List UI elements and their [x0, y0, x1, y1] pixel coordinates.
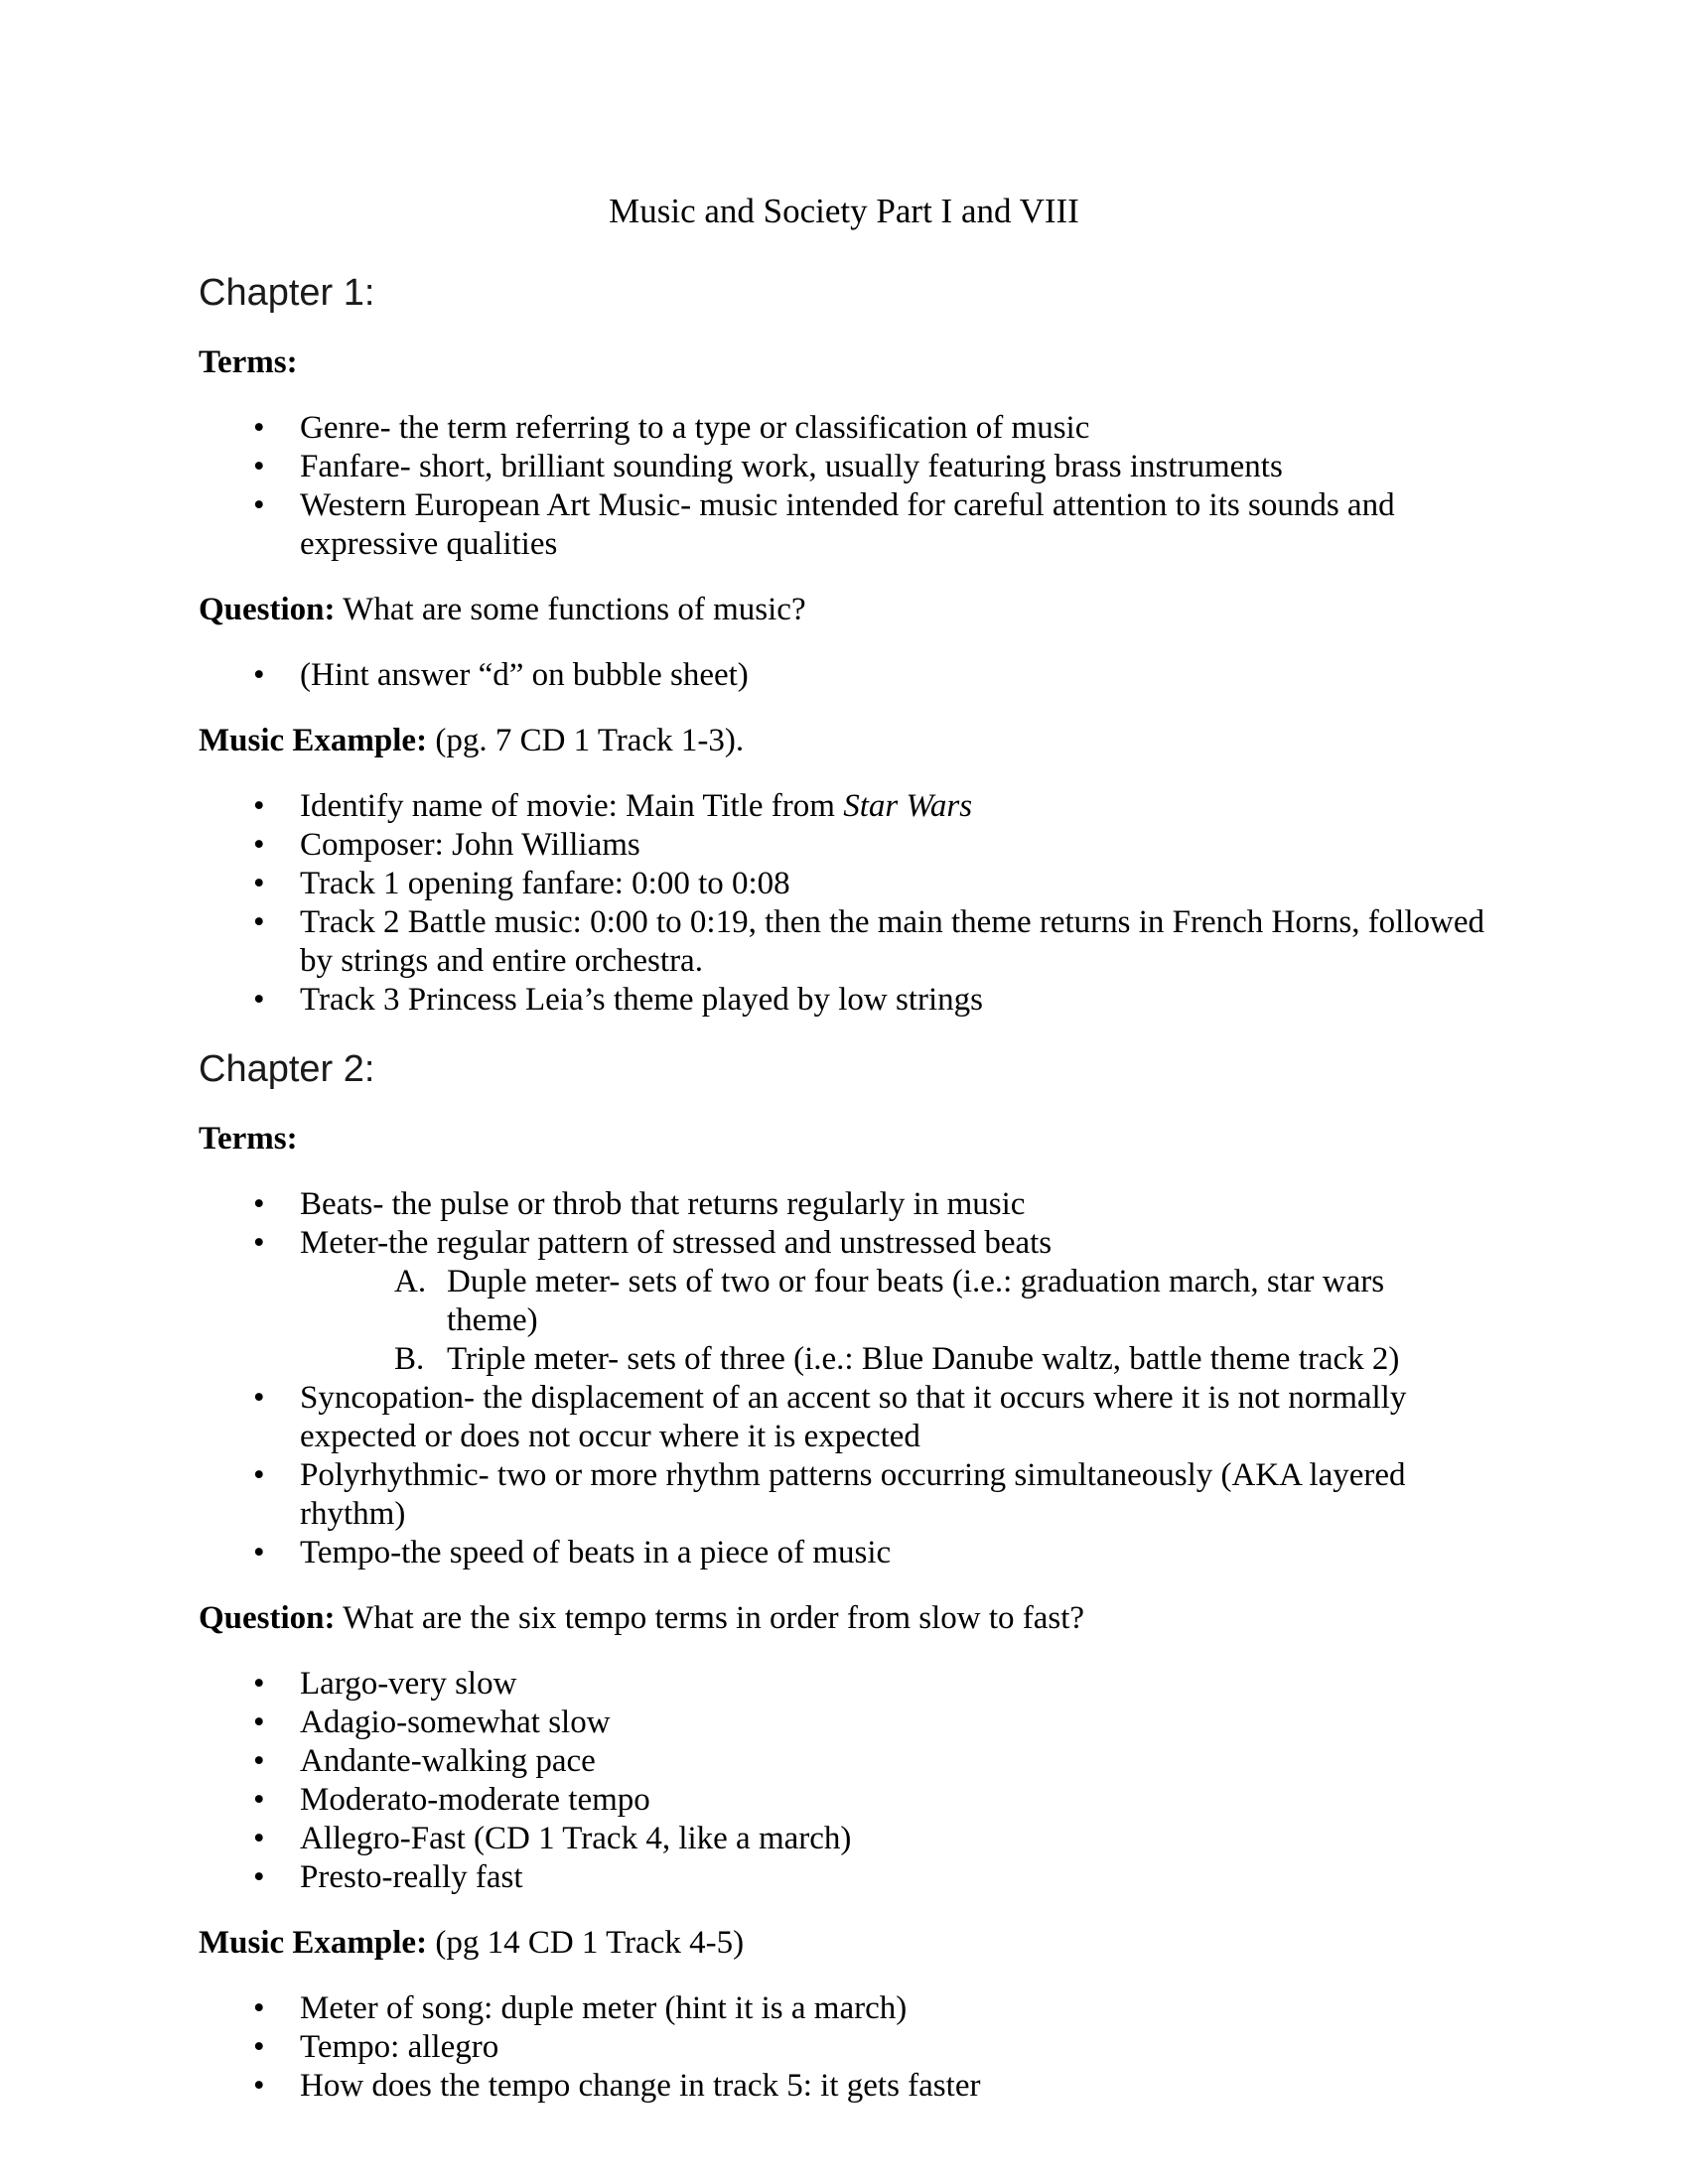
term-beats: Beats- the pulse or throb that returns regularly in music: [300, 1186, 1026, 1222]
term-genre: Genre- the term referring to a type or classification of music: [300, 410, 1090, 446]
bullet-item: [199, 1185, 1489, 1224]
bullet-item: [199, 787, 1489, 826]
chapter-1-music-list: [199, 787, 1493, 1020]
track-1-text: Track 1 opening fanfare: 0:00 to 0:08: [300, 866, 790, 901]
bullet-item: [199, 865, 1489, 903]
bullet-item: [199, 1742, 1489, 1781]
sub-list-item: [199, 1340, 1489, 1379]
chapter-1-terms-heading: [199, 343, 1489, 382]
tempo-moderato: Moderato-moderate tempo: [300, 1782, 650, 1818]
bullet-item: [199, 1224, 1489, 1263]
document-title: Music and Society Part I and VIII: [609, 192, 1079, 230]
sub-item-marker: B.: [394, 1341, 425, 1377]
chapter-1-question-hint-list: [199, 656, 1489, 695]
track-2-text: Track 2 Battle music: 0:00 to 0:19, then the main theme returns in French Horns, followed by strings and entire orchestra.: [300, 904, 1493, 979]
sub-item-marker: A.: [394, 1264, 427, 1299]
bullet-item: [199, 448, 1489, 486]
bullet-item: [199, 486, 1489, 564]
chapter-1-music-example: [199, 722, 1489, 760]
question-text: What are the six tempo terms in order from slow to fast?: [343, 1600, 1085, 1636]
bullet-item: [199, 1379, 1489, 1456]
terms-label: Terms:: [199, 344, 298, 380]
bullet-item: [199, 2028, 1489, 2067]
question-text: What are some functions of music?: [343, 592, 806, 627]
term-duple-meter: Duple meter- sets of two or four beats (i.e.: graduation march, star wars theme): [447, 1264, 1401, 1338]
chapter-2-question: [199, 1599, 1489, 1638]
term-syncopation: Syncopation- the displacement of an accent so that it occurs where it is not normally expected or does not occur where it is expected: [300, 1380, 1415, 1454]
bullet-item: [199, 1989, 1489, 2028]
bullet-item: [199, 903, 1493, 981]
term-tempo: Tempo-the speed of beats in a piece of music: [300, 1535, 892, 1570]
bullet-item: [199, 1820, 1489, 1858]
track-3-text: Track 3 Princess Leia’s theme played by low strings: [300, 982, 984, 1018]
music-example-label: Music Example:: [199, 723, 428, 758]
chapter-2-music-example: [199, 1924, 1489, 1963]
bullet-item: [199, 981, 1489, 1020]
tempo-presto: Presto-really fast: [300, 1859, 523, 1895]
term-meter: Meter-the regular pattern of stressed and unstressed beats: [300, 1225, 1053, 1261]
chapter-2-music-list: [199, 1989, 1489, 2106]
tempo-largo: Largo-very slow: [300, 1666, 517, 1702]
music-example-text: (pg. 7 CD 1 Track 1-3).: [435, 723, 745, 758]
bullet-item: [199, 409, 1489, 448]
term-polyrhythmic: Polyrhythmic- two or more rhythm patterns occurring simultaneously (AKA layered rhythm): [300, 1457, 1414, 1532]
movie-title-italic: Star Wars: [843, 788, 973, 824]
chapter-1-terms-list: [199, 409, 1489, 564]
music-example-text: (pg 14 CD 1 Track 4-5): [435, 1925, 745, 1961]
bullet-item: [199, 1534, 1489, 1572]
bullet-item: [199, 1858, 1489, 1897]
composer-text: Composer: John Williams: [300, 827, 640, 863]
term-western-european-art-music: Western European Art Music- music intended for careful attention to its sounds and expressive qualities: [300, 487, 1403, 562]
tempo-terms-list: [199, 1665, 1489, 1897]
term-fanfare: Fanfare- short, brilliant sounding work, usually featuring brass instruments: [300, 449, 1283, 484]
term-triple-meter: Triple meter- sets of three (i.e.: Blue Danube waltz, battle theme track 2): [447, 1341, 1400, 1377]
chapter-2-heading: Chapter 2:: [199, 1048, 375, 1090]
chapter-1-question: [199, 591, 1489, 629]
question-label: Question:: [199, 592, 336, 627]
bullet-item: [199, 1665, 1489, 1704]
bullet-item: [199, 656, 1489, 695]
chapter-2-terms-list: [199, 1185, 1489, 1572]
bullet-item: [199, 1456, 1489, 1534]
tempo-change-text: How does the tempo change in track 5: it gets faster: [300, 2068, 981, 2104]
question-label: Question:: [199, 1600, 336, 1636]
tempo-andante: Andante-walking pace: [300, 1743, 596, 1779]
bullet-item: [199, 826, 1489, 865]
meter-of-song-text: Meter of song: duple meter (hint it is a march): [300, 1990, 908, 2026]
chapter-2-section: [199, 1046, 1489, 2106]
music-example-label: Music Example:: [199, 1925, 428, 1961]
movie-title-text: Identify name of movie: Main Title from: [300, 788, 844, 824]
chapter-1-section: [199, 270, 1493, 1020]
bullet-item: [199, 1704, 1489, 1742]
tempo-adagio: Adagio-somewhat slow: [300, 1705, 611, 1740]
chapter-1-heading: Chapter 1:: [199, 272, 375, 314]
tempo-allegro: Allegro-Fast (CD 1 Track 4, like a march): [300, 1821, 852, 1856]
terms-label: Terms:: [199, 1121, 298, 1157]
bullet-item: [199, 1781, 1489, 1820]
tempo-of-song-text: Tempo: allegro: [300, 2029, 499, 2065]
chapter-2-terms-heading: [199, 1120, 1489, 1159]
bullet-item: [199, 2067, 1489, 2106]
hint-text: (Hint answer “d” on bubble sheet): [300, 657, 749, 693]
sub-list-item: [199, 1263, 1489, 1340]
